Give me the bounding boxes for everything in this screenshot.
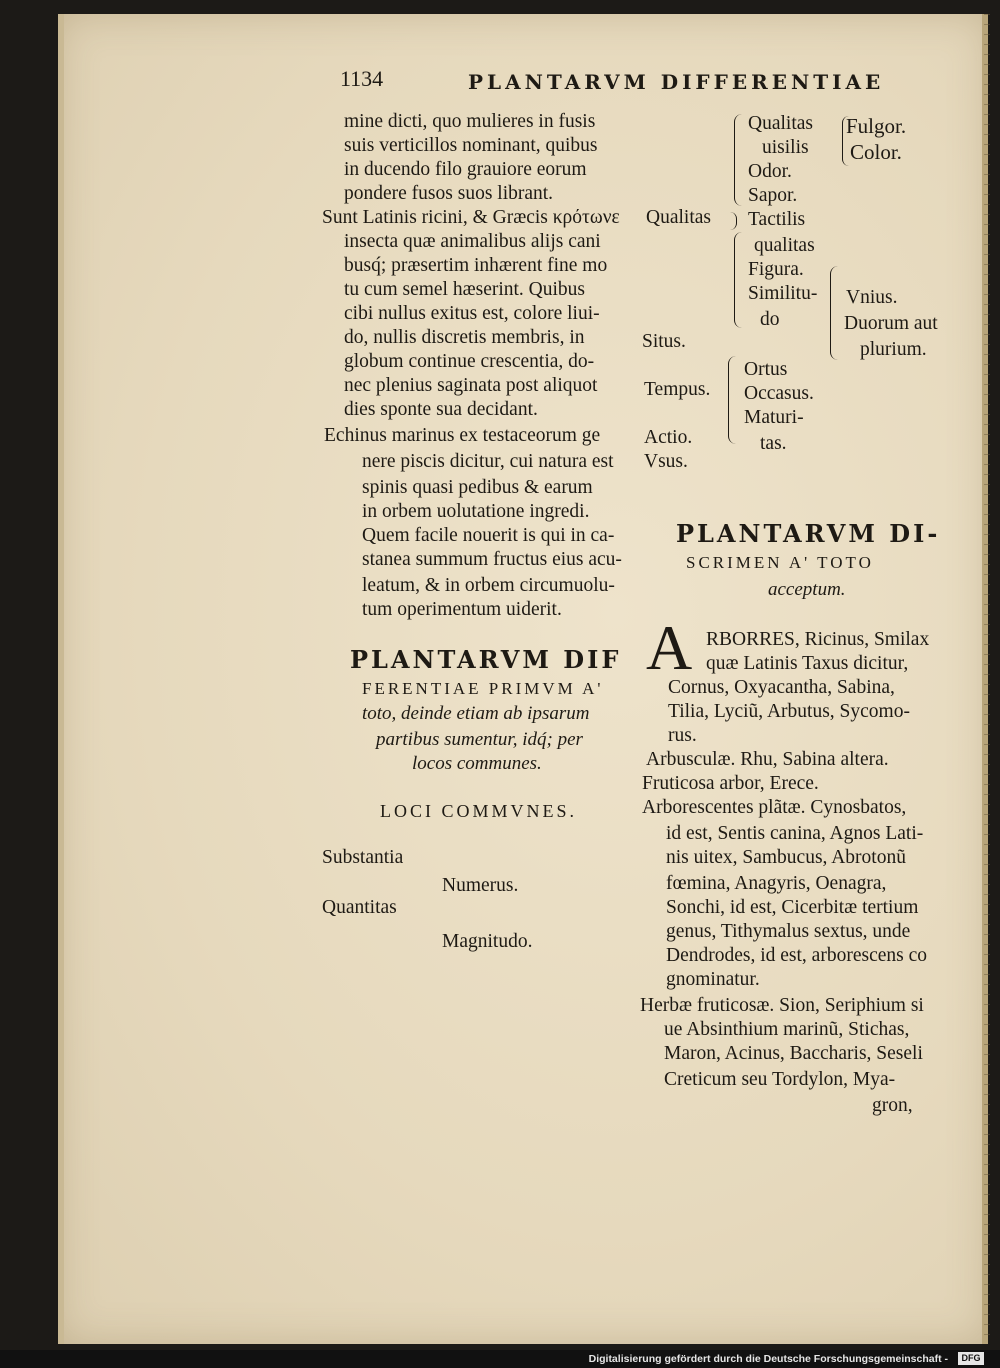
right-line: rus. [668,725,697,746]
left-line: stanea summum fructus eius acu- [362,549,622,570]
diagram-item: Figura. [748,259,804,280]
loci-magnitudo: Magnitudo. [442,931,533,952]
bracket-qualitas-items [734,114,743,206]
section-title: PLANTARVM DIF [350,645,622,674]
page-ruler [984,14,990,1344]
diagram-color: Color. [850,140,902,164]
section-italic-line: partibus sumentur, idq́; per [376,729,583,750]
left-line: busq́; præsertim inhærent fine mo [344,255,608,276]
diagram-tempus-item: tas. [760,433,787,454]
diagram-item: do [760,309,780,330]
diagram-item: Similitu- [748,283,818,304]
diagram-qualitas-main: Qualitas [646,207,711,228]
right-line: Arborescentes plãtæ. Cynosbatos, [642,797,907,818]
page-number: 1134 [340,66,384,91]
running-title: PLANTARVM DIFFERENTIAE [468,70,885,94]
left-line: tu cum semel hæserint. Quibus [344,279,586,300]
right-line: Creticum seu Tordylon, Mya- [664,1069,896,1090]
diagram-item: uisilis [762,137,809,158]
left-line: pondere fusos suos librant. [344,183,554,204]
left-line: nec plenius saginata post aliquot [344,375,598,396]
right-line: Tilia, Lyciũ, Arbutus, Sycomo- [668,701,910,722]
right-line: gron, [872,1095,913,1116]
diagram-item: Qualitas [748,113,813,134]
left-line: do, nullis discretis membris, in [344,327,585,348]
page-edge-left [58,14,64,1344]
left-line: cibi nullus exitus est, colore liui- [344,303,600,324]
diagram-usus: Vsus. [644,451,688,472]
right-line: quæ Latinis Taxus dicitur, [706,653,909,674]
section-italic-line: toto, deinde etiam ab ipsarum [362,703,590,724]
right-line: gnominatur. [666,969,760,990]
diagram-plurium: plurium. [860,339,927,360]
diagram-fulgor: Fulgor. [846,114,907,138]
loci-quantitas: Quantitas [322,897,397,918]
diagram-actio: Actio. [644,427,693,448]
right-line: RBORRES, Ricinus, Smilax [706,629,930,650]
dfg-logo-icon: DFG [958,1352,984,1365]
section-subtitle: FERENTIAE PRIMVM A' [362,679,604,698]
diagram-tempus: Tempus. [644,379,711,400]
right-line: id est, Sentis canina, Agnos Lati- [666,823,924,844]
diagram-duorum: Duorum aut [844,313,938,334]
left-line: nere piscis dicitur, cui natura est [362,451,614,472]
bracket-vnius [830,266,839,360]
dropcap-letter: A [646,612,693,683]
left-line: dies sponte sua decidant. [344,399,538,420]
bracket-tempus [728,356,737,444]
left-line: in orbem uolutatione ingredi. [362,501,590,522]
section-italic-line: acceptum. [768,579,846,600]
section-subtitle: SCRIMEN A' TOTO [686,553,874,572]
right-line: nis uitex, Sambucus, Abrotonũ [666,847,906,868]
right-line: Dendrodes, id est, arborescens co [666,945,927,966]
left-line: spinis quasi pedibus & earum [362,477,593,498]
loci-numerus: Numerus. [442,875,519,896]
section-italic-line: locos communes. [412,753,542,774]
left-line: Quem facile nouerit is qui in ca- [362,525,615,546]
left-line: tum operimentum uiderit. [362,599,562,620]
diagram-item: Odor. [748,161,792,182]
right-line: Fruticosa arbor, Erece. [642,773,819,794]
loci-heading: LOCI COMMVNES. [380,801,578,821]
diagram-situs: Situs. [642,331,686,352]
right-line: fœmina, Anagyris, Oenagra, [666,873,887,894]
diagram-vnius: Vnius. [846,287,898,308]
diagram-item: Sapor. [748,185,798,206]
left-line: Echinus marinus ex testaceorum ge [324,425,601,446]
diagram-tempus-item: Ortus [744,359,788,380]
left-line: leatum, & in orbem circumuolu- [362,575,615,596]
diagram-item: qualitas [754,235,815,256]
left-line: in ducendo filo grauiore eorum [344,159,587,180]
diagram-tempus-item: Occasus. [744,383,814,404]
diagram-item: Tactilis [748,209,806,230]
left-line: suis verticillos nominant, quibus [344,135,598,156]
bracket-qualitas-lower [734,232,743,328]
section-title: PLANTARVM DI- [676,519,941,548]
left-line: mine dicti, quo mulieres in fusis [344,111,596,132]
right-line: Arbusculæ. Rhu, Sabina altera. [646,749,889,770]
footer-credit: Digitalisierung gefördert durch die Deutsche Forschungsgemeinschaft - [588,1353,948,1365]
right-line: ue Absinthium marinũ, Stichas, [664,1019,910,1040]
loci-substantia: Substantia [322,847,404,868]
left-line: globum continue crescentia, do- [344,351,595,372]
diagram-tempus-item: Maturi- [744,407,804,428]
left-line: Sunt Latinis ricini, & Græcis κρότωνε [322,207,620,228]
right-line: Cornus, Oxyacantha, Sabina, [668,677,895,698]
left-line: insecta quæ animalibus alijs cani [344,231,601,252]
right-line: Sonchi, id est, Cicerbitæ tertium [666,897,919,918]
right-line: genus, Tithymalus sextus, unde [666,921,911,942]
right-line: Herbæ fruticosæ. Sion, Seriphium si [640,995,924,1016]
right-line: Maron, Acinus, Baccharis, Seseli [664,1043,923,1064]
